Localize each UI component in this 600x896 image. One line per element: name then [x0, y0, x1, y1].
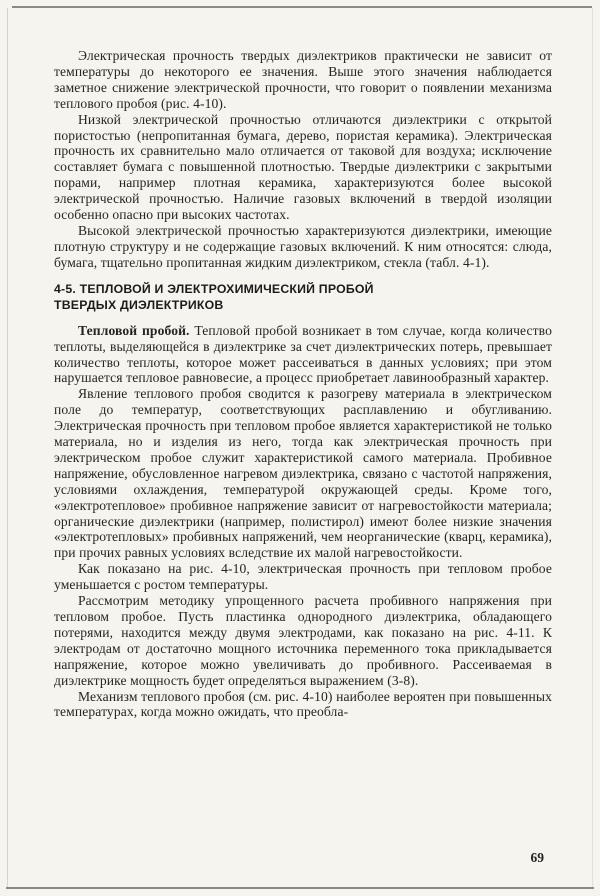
- paragraph-thermal-breakdown-definition: [54, 323, 552, 387]
- paragraph-thermal-breakdown-phenomenon: Явление теплового пробоя сводится к разогреву материала в электрическом поле до температур, соответствующих расплавлению и обугливанию. Электрическая прочность при тепловом пробое является характеристикой не только материала, но и изделия из него, тогда как электрическая прочность при электрическом пробое служит характеристикой самого материала. Пробивное напряжение, обусловленное нагревом диэлектрика, связано с частотой напряжения, условиями охлаждения, температурой окружающей среды. Кроме того, «электротепловое» пробивное напряжение зависит от нагревостойкости материала; органические диэлектрики (например, полистирол) имеют более низкие значения «электротепловых» пробивных напряжений, чем неорганические (кварц, керамика), при прочих равных условиях вследствие их малой нагревостойкости.: [54, 386, 552, 561]
- section-heading-line2: ТВЕРДЫХ ДИЭЛЕКТРИКОВ: [54, 298, 224, 313]
- paragraph-lead-thermal-breakdown: Тепловой пробой.: [78, 322, 190, 338]
- paragraph-simplified-calculation: Рассмотрим методику упрощенного расчета пробивного напряжения при тепловом пробое. Пусть пластинка однородного диэлектрика, обладающего потерями, находится между двумя электродами, как показано на рис. 4-11. К электродам от достаточно мощного источника переменного тока прикладывается напряжение, которое можно увеличивать до пробивного. Рассеиваемая в диэлектрике мощность будет определяться выражением (3-8).: [54, 593, 552, 688]
- paragraph-text-thermal-breakdown: Тепловой пробой возникает в том случае, когда количество теплоты, выделяющейся в диэлектрике за счет диэлектрических потерь, превышает количество теплоты, которое может рассеиваться в данных условиях; при этом нарушается тепловое равновесие, а процесс приобретает лавинообразный характер.: [54, 322, 552, 386]
- page-number: 69: [530, 850, 544, 865]
- paragraph-mechanism-continuation: Механизм теплового пробоя (см. рис. 4-10) наиболее вероятен при повышенных температурах, когда можно ожидать, что преобла-: [54, 688, 552, 720]
- section-heading: [54, 281, 552, 314]
- paragraph-low-electric-strength: Низкой электрической прочностью отличаются диэлектрики с открытой пористостью (непропитанная бумага, дерево, пористая керамика). Электрическая прочность их сравнительно мало отличается от таковой для воздуха; исключение составляет бумага с повышенной плотностью. Твердые диэлектрики с закрытыми порами, например плотная керамика, характеризуются более высокой электрической прочностью. Наличие газовых включений в твердой изоляции особенно опасно при высоких частотах.: [54, 111, 552, 223]
- scan-edge-top: [12, 6, 592, 8]
- text-column: [54, 48, 552, 720]
- scan-edge-bottom: [6, 887, 594, 889]
- paragraph-electric-strength-temperature: Электрическая прочность твердых диэлектриков практически не зависит от температуры до некоторого ее значения. Выше этого значения наблюдается заметное снижение электрической прочности, что говорит о появлении механизма теплового пробоя (рис. 4-10).: [54, 48, 552, 111]
- scan-edge-left: [7, 8, 8, 887]
- scan-edge-right: [592, 8, 593, 887]
- section-heading-line1: 4-5. ТЕПЛОВОЙ И ЭЛЕКТРОХИМИЧЕСКИЙ ПРОБОЙ: [54, 281, 374, 296]
- paragraph-high-electric-strength: Высокой электрической прочностью характеризуются диэлектрики, имеющие плотную структуру и не содержащие газовых включений. К ним относятся: слюда, бумага, тщательно пропитанная жидким диэлектриком, стекла (табл. 4-1).: [54, 222, 552, 270]
- paragraph-fig-4-10-note: Как показано на рис. 4-10, электрическая прочность при тепловом пробое уменьшается с ростом температуры.: [54, 561, 552, 593]
